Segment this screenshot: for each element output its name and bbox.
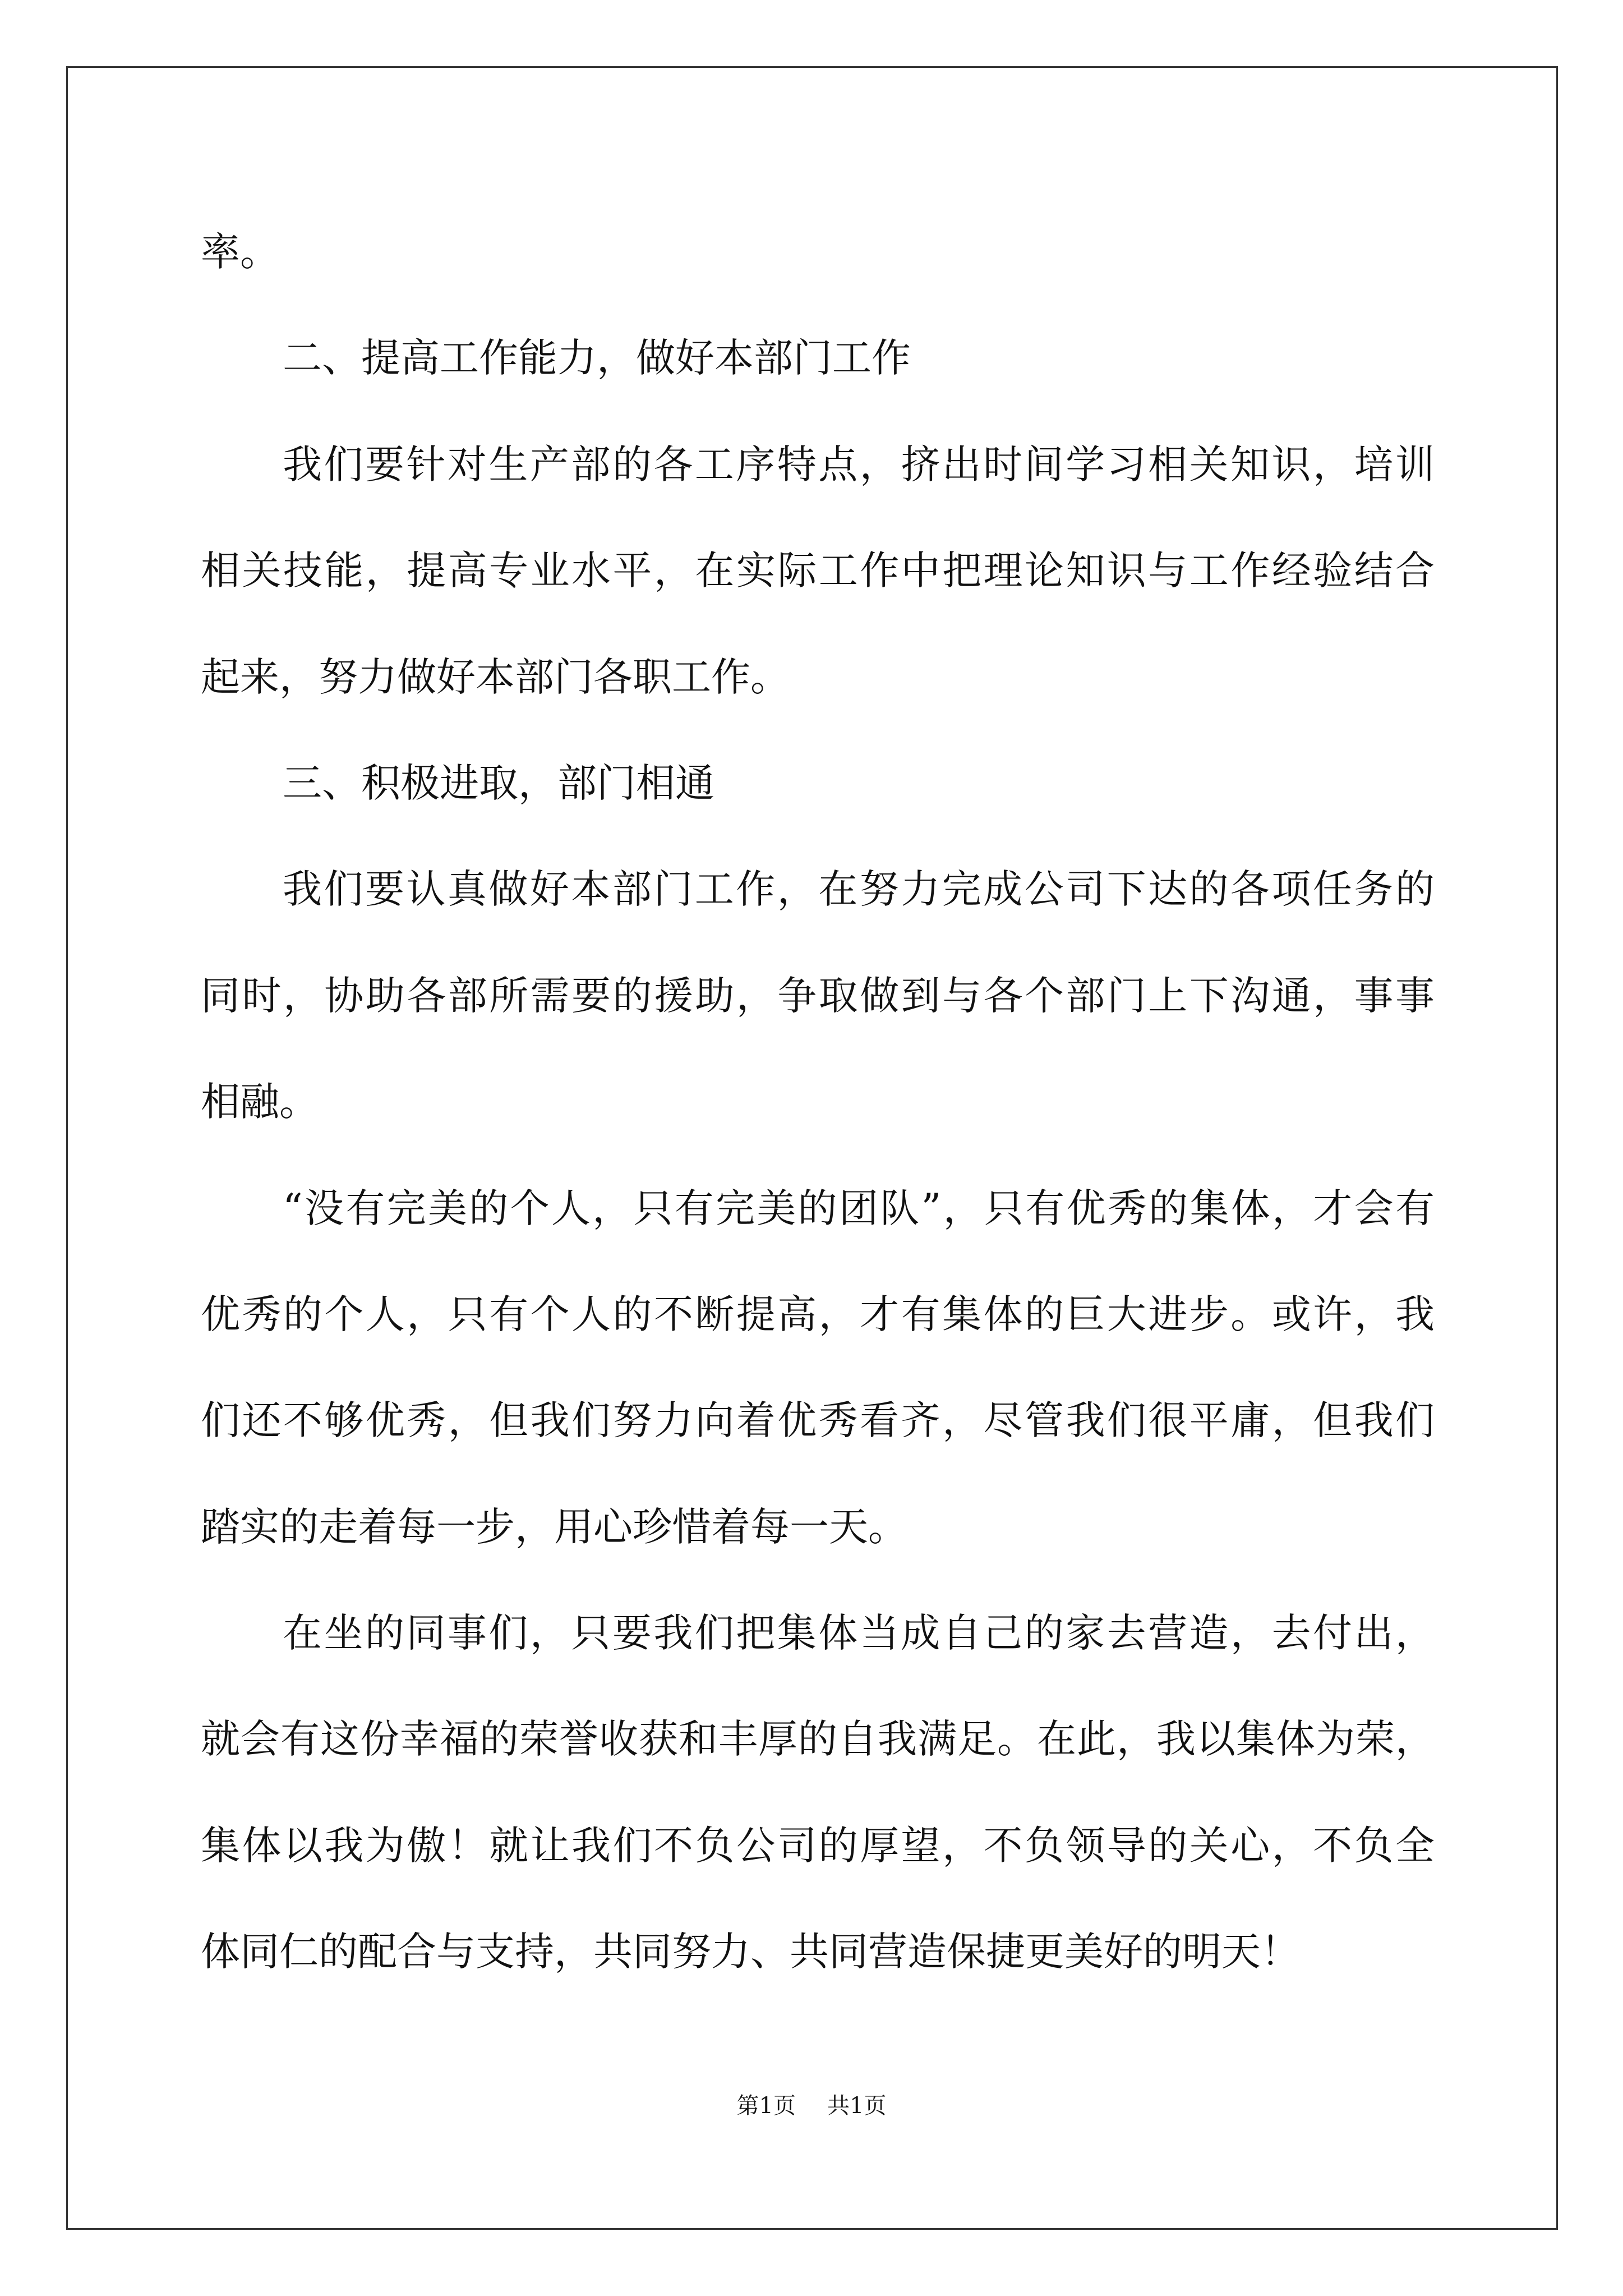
text-line: 就会有这份幸福的荣誉收获和丰厚的自我满足。在此，我以集体为荣， (201, 1716, 1435, 1763)
text-line: 体同仁的配合与支持，共同努力、共同营造保捷更美好的明天！ (201, 1929, 1300, 1975)
document-body (201, 199, 1435, 2005)
text-line: 集体以我为傲！就让我们不负公司的厚望，不负领导的关心，不负全 (201, 1822, 1437, 1869)
section-heading: 三、积极进取，部门相通 (283, 760, 714, 806)
section-heading: 二、提高工作能力，做好本部门工作 (283, 335, 911, 381)
text-line: 我们要认真做好本部门工作，在努力完成公司下达的各项任务的 (283, 866, 1437, 913)
page-total: 共1页 (827, 2093, 887, 2119)
text-line: “没有完美的个人，只有完美的团队”，只有优秀的集体，才会有 (283, 1185, 1437, 1231)
text-line: 在坐的同事们，只要我们把集体当成自己的家去营造，去付出， (283, 1610, 1437, 1657)
text-line: 踏实的走着每一步，用心珍惜着每一天。 (201, 1503, 907, 1550)
text-line: 相融。 (201, 1079, 319, 1125)
page-footer (0, 2091, 1623, 2120)
text-line: 相关技能，提高专业水平，在实际工作中把理论知识与工作经验结合 (201, 547, 1437, 594)
text-line: 起来，努力做好本部门各职工作。 (201, 654, 790, 700)
page-number: 第1页 (736, 2093, 796, 2119)
text-line: 同时，协助各部所需要的援助，争取做到与各个部门上下沟通，事事 (201, 972, 1437, 1019)
text-line: 我们要针对生产部的各工序特点，挤出时间学习相关知识，培训 (283, 441, 1437, 487)
text-line: 优秀的个人，只有个人的不断提高，才有集体的巨大进步。或许，我 (201, 1291, 1437, 1337)
text-line: 率。 (201, 229, 279, 275)
text-line: 们还不够优秀，但我们努力向着优秀看齐，尽管我们很平庸，但我们 (201, 1397, 1437, 1444)
